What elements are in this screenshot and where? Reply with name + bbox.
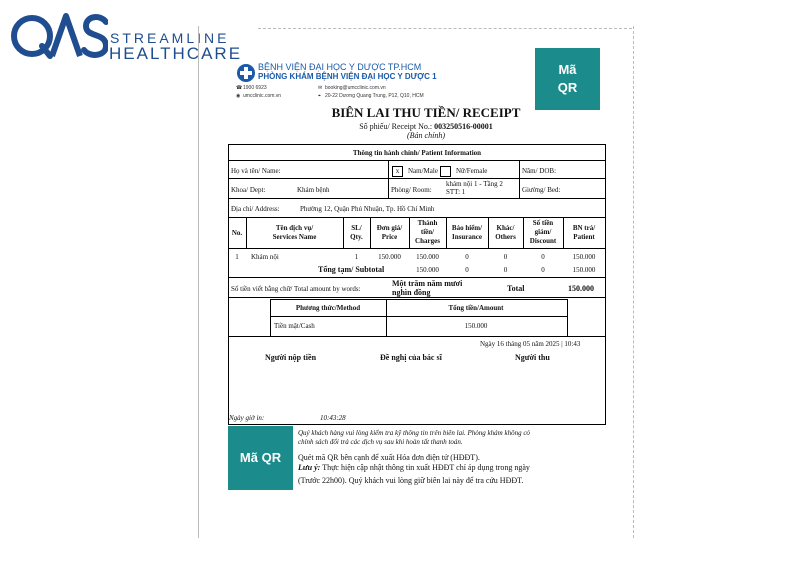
col-others-2: Others [495, 233, 516, 241]
row-no: 1 [235, 253, 239, 261]
qr-top-label: Mã QR [557, 62, 578, 95]
receipt-copy-type: (Bản chính) [407, 131, 445, 140]
qr-code-top[interactable] [535, 48, 600, 110]
male-checkbox[interactable]: x [392, 166, 403, 177]
email-icon: ✉ [318, 85, 323, 91]
rule [228, 198, 606, 199]
total-words-label: Số tiền viết bằng chữ/ Total amount by words: [231, 285, 361, 293]
web-icon: ◉ [236, 93, 241, 99]
col-insurance-1: Bảo hiểm/ [451, 224, 483, 232]
attention-2: (Trước 22h00). Quý khách vui lòng giữ biên lai này để tra cứu HĐĐT. [298, 476, 524, 485]
col-charges-2: tiền/ [420, 228, 435, 236]
payment-table-rule [270, 316, 568, 317]
row-price: 150.000 [378, 253, 401, 261]
col-charges-3: Charges [415, 237, 440, 245]
room-label: Phòng/ Room: [391, 186, 432, 194]
row-others: 0 [503, 253, 508, 261]
address-label: Địa chỉ/ Address: [231, 205, 280, 213]
hospital-address: 20-22 Dương Quang Trung, P12, Q10, HCM [325, 93, 424, 99]
clinic-name: PHÒNG KHÁM BỆNH VIỆN ĐẠI HỌC Y DƯỢC 1 [258, 72, 437, 81]
attention-1: Thực hiện cập nhật thông tin xuất HĐĐT chỉ áp dụng trong ngày [322, 463, 530, 472]
col-no: No. [231, 229, 243, 237]
row-qty: 1 [354, 253, 359, 261]
row-service-name: Khám nội [251, 253, 279, 261]
col-charges-1: Thành [417, 219, 438, 227]
rule [228, 248, 606, 249]
attention-label: Lưu ý: [298, 463, 321, 472]
room-value-2: STT: 1 [446, 188, 466, 196]
receipt-date: Ngày 16 tháng 05 năm 2025 | 10:43 [480, 340, 581, 348]
note-line2: chính sách đổi trả các dịch vụ sau khi hoàn tất thanh toán. [298, 438, 463, 446]
receipt-number: 003250516-00001 [434, 122, 493, 131]
total-words-1: Một trăm năm mươi [392, 279, 463, 288]
print-time-label: Ngày giờ in: [229, 414, 265, 422]
hospital-email: booking@umcclinic.com.vn [325, 85, 386, 91]
phone-icon: ☎ [236, 85, 243, 91]
subtotal-label: Tổng tạm/ Subtotal [318, 265, 385, 274]
payment-amount-header: Tổng tiền/Amount [448, 304, 504, 312]
location-icon: ⌖ [318, 93, 321, 99]
name-label: Họ và tên/ Name: [231, 167, 281, 175]
hospital-phone: 1900 6923 [243, 85, 267, 91]
subtotal-others: 0 [503, 266, 508, 274]
hospital-name: BỆNH VIỆN ĐẠI HỌC Y DƯỢC TP.HCM [258, 62, 422, 72]
col-price-1: Đơn giá/ [376, 224, 403, 232]
col-patient-1: BN trả/ [572, 224, 596, 232]
rule [228, 178, 606, 179]
paper-top-edge [258, 28, 632, 29]
subtotal-insurance: 0 [465, 266, 469, 274]
col-name-2: Services Name [272, 233, 317, 241]
dept-label: Khoa/ Dept: [231, 186, 266, 194]
qr-code-bottom[interactable]: Mã QR [228, 426, 293, 490]
row-charges: 150.000 [416, 253, 439, 261]
brand-name-line1: STREAMLINE [110, 30, 230, 46]
male-label: Nam/Male [408, 167, 438, 175]
total-value: 150.000 [568, 284, 594, 293]
row-discount: 0 [541, 253, 545, 261]
row-patient: 150.000 [572, 253, 596, 261]
rule [519, 160, 520, 198]
receipt-title: BIÊN LAI THU TIỀN/ RECEIPT [331, 105, 521, 120]
streamline-healthcare-logo-icon [8, 8, 108, 63]
col-qty-2: Qty. [350, 233, 363, 241]
col-discount-2: giảm/ [534, 228, 552, 236]
col-discount-1: Số tiền [532, 219, 554, 227]
dob-label: Năm/ DOB: [522, 167, 557, 175]
note-line1: Quý khách hàng vui lòng kiểm tra kỹ thông tin trên biên lai. Phòng khám không có [298, 429, 530, 437]
receipt-number-label: Số phiếu/ Receipt No.: [359, 122, 433, 131]
brand-name-line2: HEALTHCARE [109, 44, 243, 63]
col-name-1: Tên dịch vụ/ [275, 224, 314, 232]
col-insurance-2: Insurance [452, 233, 482, 241]
receipt-number-line [228, 122, 624, 131]
address-value: Phường 12, Quận Phú Nhuận, Tp. Hồ Chí Minh [300, 205, 435, 213]
dept-value: Khám bệnh [297, 186, 330, 194]
rule [388, 160, 389, 198]
total-label: Total [507, 284, 525, 293]
signature-doctor: Đề nghị của bác sĩ [380, 353, 442, 362]
einvoice-note: Quét mã QR bên cạnh để xuất Hóa đơn điện tử (HĐĐT). [298, 453, 480, 462]
room-value-1: khám nội 1 - Tầng 2 [446, 180, 503, 188]
patient-info-title: Thông tin hành chính/ Patient Information [352, 149, 482, 157]
total-words-2: nghìn đồng [392, 288, 431, 297]
signature-cashier: Người thu [515, 353, 550, 362]
col-others-1: Khác/ [496, 224, 515, 232]
payment-amount: 150.000 [464, 322, 488, 330]
row-insurance: 0 [465, 253, 469, 261]
bed-label: Giường/ Bed: [522, 186, 561, 194]
subtotal-charges: 150.000 [416, 266, 439, 274]
col-price-2: Price [381, 233, 398, 241]
col-discount-3: Discount [529, 237, 557, 245]
rule [228, 277, 606, 278]
signature-payer: Người nộp tiền [265, 353, 317, 362]
hospital-logo-icon [236, 63, 256, 83]
rule [228, 217, 606, 218]
col-qty-1: SL/ [351, 224, 362, 232]
rule [228, 297, 606, 298]
print-time: 10:43:28 [320, 414, 346, 422]
subtotal-patient: 150.000 [572, 266, 596, 274]
hospital-website: umcclinic.com.vn [243, 93, 282, 99]
payment-method-header: Phương thức/Method [295, 304, 361, 312]
payment-method: Tiền mặt/Cash [274, 322, 315, 330]
col-patient-2: Patient [573, 233, 595, 241]
female-checkbox[interactable] [440, 166, 451, 177]
female-label: Nữ/Female [456, 167, 488, 175]
rule [228, 160, 606, 161]
subtotal-discount: 0 [541, 266, 545, 274]
